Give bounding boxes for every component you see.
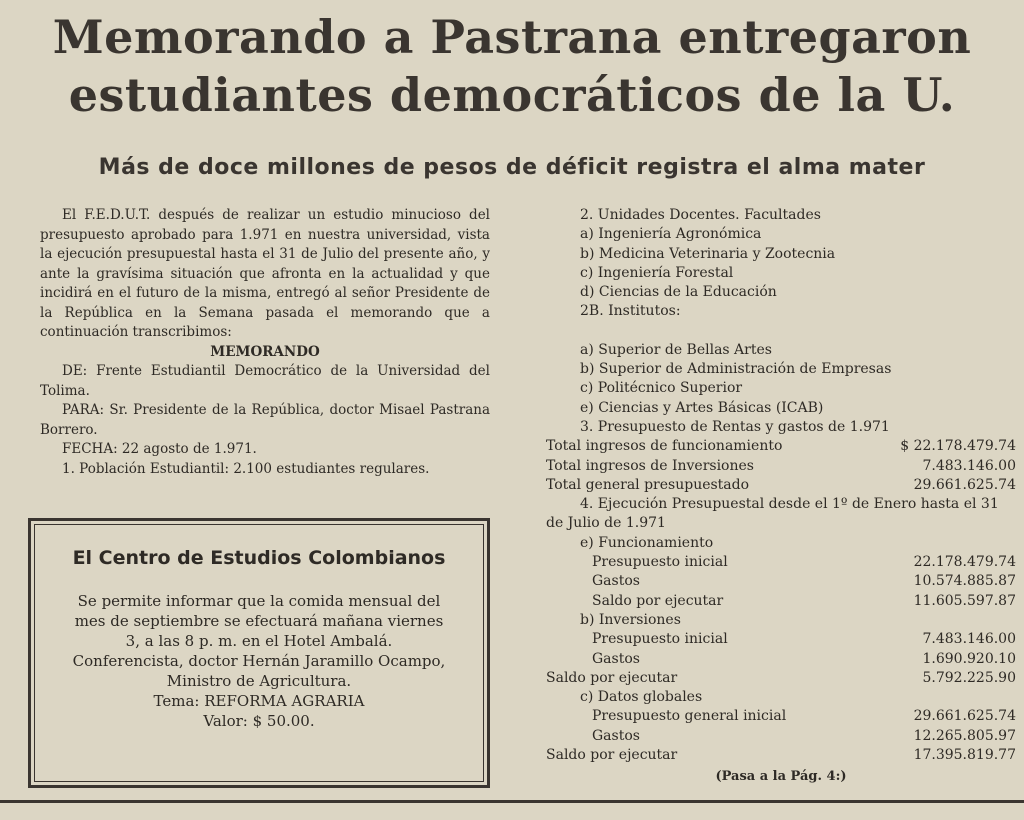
row-amount: $ 22.178.479.74 <box>900 438 1016 455</box>
globales-heading: c) Datos globales <box>580 689 703 706</box>
memo-de: DE: Frente Estudiantil Democrático de la Universidad del Tolima. <box>40 363 490 399</box>
memo-title: MEMORANDO <box>210 343 320 360</box>
globales-row <box>546 707 1016 726</box>
continued-note: (Pasa a la Pág. 4:) <box>715 769 847 785</box>
notice-body: Se permite informar que la comida mensual del mes de septiembre se efectuará mañana viernes 3, a las 8 p. m. en el Hotel Ambalá. <box>74 592 444 650</box>
right-column <box>546 206 1016 787</box>
row-amount: 12.265.805.97 <box>913 727 1016 744</box>
budget-heading: 3. Presupuesto de Rentas y gastos de 1.971 <box>580 418 890 435</box>
headline-line-1: Memorando a Pastrana entregaron <box>52 10 972 64</box>
faculty-item: a) Ingeniería Agronómica <box>580 226 762 243</box>
row-label: Gastos <box>592 650 640 667</box>
row-amount: 29.661.625.74 <box>913 708 1016 725</box>
notice-price: Valor: $ 50.00. <box>203 712 315 730</box>
institute-item: e) Ciencias y Artes Básicas (ICAB) <box>580 399 824 416</box>
row-amount: 7.483.146.00 <box>922 457 1016 474</box>
row-amount: 5.792.225.90 <box>922 669 1016 686</box>
row-label: Presupuesto inicial <box>592 554 728 571</box>
memo-poblacion: 1. Población Estudiantil: 2.100 estudiantes regulares. <box>62 460 430 477</box>
budget-row <box>546 437 1016 456</box>
notice-title: El Centro de Estudios Colombianos <box>72 547 446 569</box>
funcionamiento-row <box>546 553 1016 572</box>
notice-topic: Tema: REFORMA AGRARIA <box>153 692 365 710</box>
row-label: Presupuesto inicial <box>592 631 728 648</box>
funcionamiento-heading: e) Funcionamiento <box>580 534 714 551</box>
bottom-rule <box>0 800 1024 803</box>
funcionamiento-row <box>546 572 1016 591</box>
headline-line-2: estudiantes democráticos de la U. <box>68 68 956 122</box>
execution-heading: 4. Ejecución Presupuestal desde el 1º de Enero hasta el 31 de Julio de 1.971 <box>546 496 999 532</box>
inversiones-heading: b) Inversiones <box>580 611 681 628</box>
units-heading: 2. Unidades Docentes. Facultades <box>580 207 821 223</box>
headline <box>0 8 1024 124</box>
row-label: Total general presupuestado <box>546 476 750 493</box>
notice-speaker: Conferencista, doctor Hernán Jaramillo Ocampo, Ministro de Agricultura. <box>72 652 446 690</box>
row-label: Gastos <box>592 573 640 590</box>
globales-row <box>546 727 1016 746</box>
faculty-item: c) Ingeniería Forestal <box>580 264 734 281</box>
row-label: Total ingresos de funcionamiento <box>546 438 783 455</box>
institute-item: a) Superior de Bellas Artes <box>580 341 772 358</box>
notice-box <box>28 518 490 788</box>
row-label: Presupuesto general inicial <box>592 708 787 725</box>
faculty-item: b) Medicina Veterinaria y Zootecnia <box>580 245 836 262</box>
row-amount: 1.690.920.10 <box>922 650 1016 667</box>
budget-row <box>546 457 1016 476</box>
inversiones-row <box>546 630 1016 649</box>
institute-item: b) Superior de Administración de Empresas <box>580 361 892 378</box>
left-column <box>40 206 490 479</box>
intro-paragraph: El F.E.D.U.T. después de realizar un estudio minucioso del presupuesto aprobado para 1.971 en nuestra universidad, vista la ejecución presupuestal hasta el 31 de Julio del presente año, y ante la gravísima situación que afronta en la actualidad y que incidirá en el futuro de la misma, entregó al señor Presidente de la República en la Semana pasada el memorando que a continuación transcribimos: <box>40 207 490 340</box>
row-amount: 7.483.146.00 <box>922 631 1016 648</box>
row-amount: 22.178.479.74 <box>913 554 1016 571</box>
memo-para: PARA: Sr. Presidente de la República, doctor Misael Pastrana Borrero. <box>40 402 490 438</box>
faculty-item: d) Ciencias de la Educación <box>580 284 777 301</box>
inversiones-saldo-row <box>546 669 1016 688</box>
row-label: Total ingresos de Inversiones <box>546 457 754 474</box>
row-label: Saldo por ejecutar <box>592 592 724 609</box>
row-label: Gastos <box>592 727 640 744</box>
inversiones-row <box>546 650 1016 669</box>
budget-row <box>546 476 1016 495</box>
institutes-heading: 2B. Institutos: <box>580 303 681 320</box>
row-label: Saldo por ejecutar <box>546 669 678 686</box>
subheadline: Más de doce millones de pesos de déficit registra el alma mater <box>98 155 926 180</box>
globales-saldo-row <box>546 746 1016 765</box>
row-amount: 17.395.819.77 <box>913 747 1016 764</box>
row-amount: 11.605.597.87 <box>913 592 1016 609</box>
institute-item: c) Politécnico Superior <box>580 380 743 397</box>
row-amount: 10.574.885.87 <box>913 573 1016 590</box>
row-amount: 29.661.625.74 <box>913 476 1016 493</box>
row-label: Saldo por ejecutar <box>546 747 678 764</box>
memo-fecha: FECHA: 22 agosto de 1.971. <box>62 441 257 457</box>
funcionamiento-row <box>546 592 1016 611</box>
